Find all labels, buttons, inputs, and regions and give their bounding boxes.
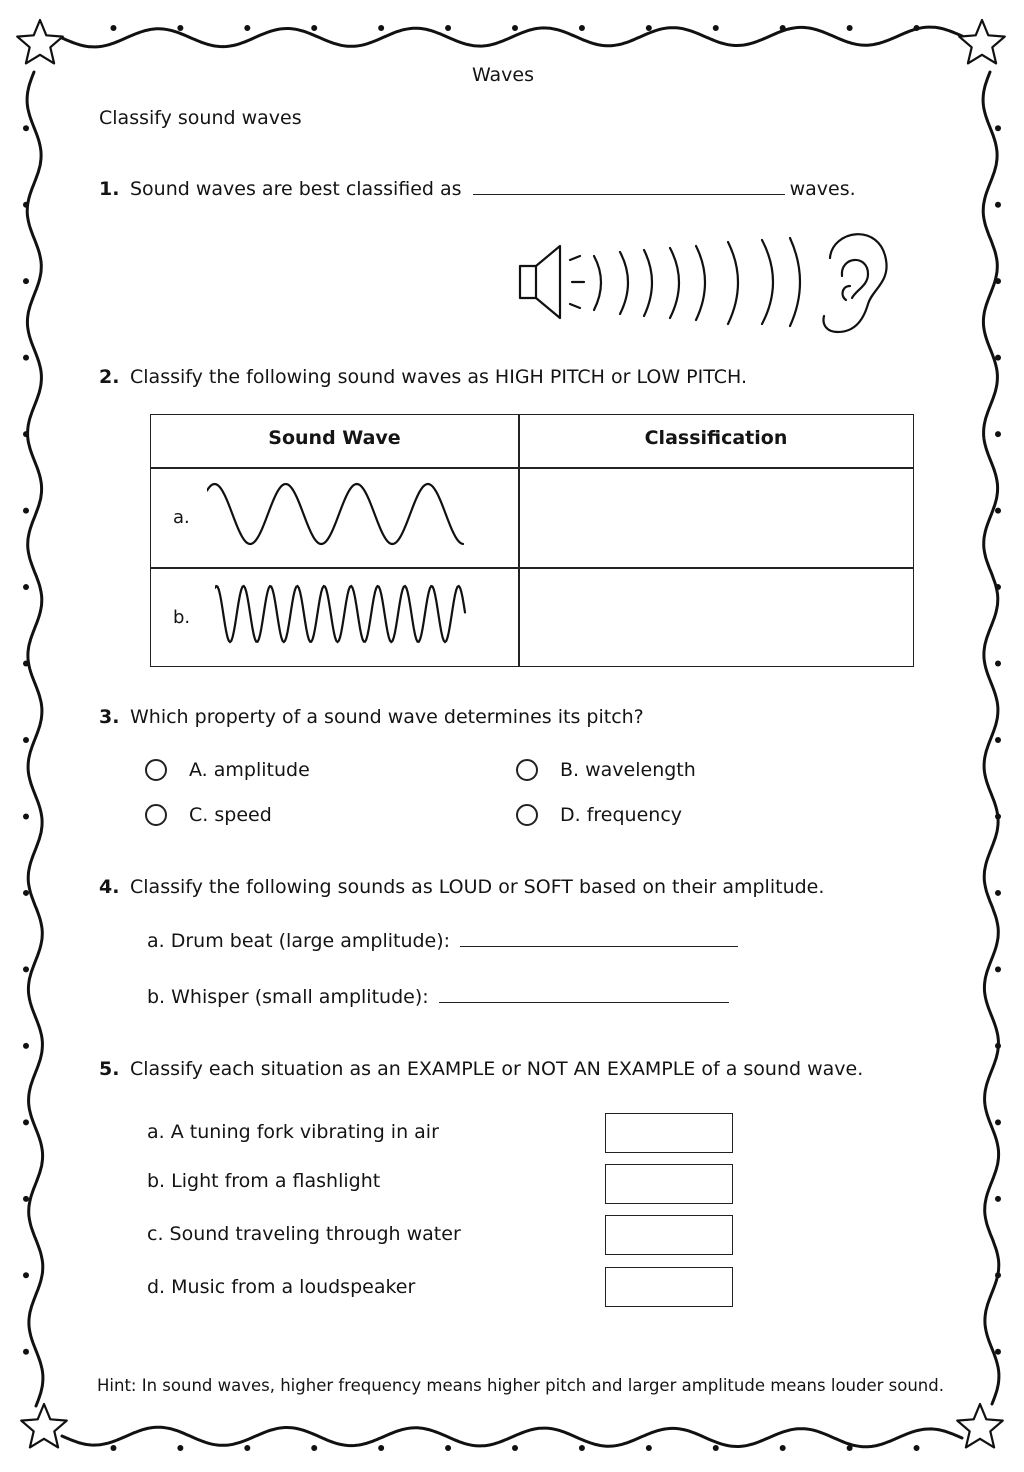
option-letter: D. bbox=[560, 804, 581, 826]
situation-a: a. A tuning fork vibrating in air bbox=[147, 1121, 439, 1143]
answer-box-a[interactable] bbox=[605, 1113, 733, 1153]
question-number: 1. bbox=[99, 178, 120, 200]
option-c[interactable] bbox=[145, 804, 272, 826]
question-4 bbox=[99, 876, 824, 898]
star-icon bbox=[957, 1404, 1003, 1447]
option-b[interactable] bbox=[516, 759, 696, 781]
situation-c: c. Sound traveling through water bbox=[147, 1223, 461, 1245]
table-header-classification: Classification bbox=[644, 427, 788, 449]
question-number: 5. bbox=[99, 1058, 120, 1080]
radio-button[interactable] bbox=[145, 759, 167, 781]
item-text: a. Drum beat (large amplitude): bbox=[147, 930, 451, 952]
option-letter: C. bbox=[189, 804, 209, 826]
star-icon bbox=[17, 20, 63, 63]
loudness-item-b bbox=[147, 986, 729, 1008]
sound-illustration bbox=[512, 220, 902, 342]
radio-button[interactable] bbox=[516, 804, 538, 826]
ear-icon bbox=[824, 234, 887, 332]
option-text: speed bbox=[214, 804, 272, 826]
hint-text: Hint: In sound waves, higher frequency means higher pitch and larger amplitude means louder sound. bbox=[97, 1376, 944, 1395]
page-subtitle: Classify sound waves bbox=[99, 107, 302, 129]
answer-box-d[interactable] bbox=[605, 1267, 733, 1307]
question-text: Classify each situation as an EXAMPLE or NOT AN EXAMPLE of a sound wave. bbox=[130, 1058, 864, 1080]
high-frequency-wave-icon bbox=[215, 577, 475, 651]
pitch-table bbox=[150, 414, 914, 667]
answer-blank[interactable] bbox=[439, 1002, 729, 1003]
question-number: 2. bbox=[99, 366, 120, 388]
question-2 bbox=[99, 366, 747, 388]
table-row-label: b. bbox=[173, 607, 191, 628]
question-number: 3. bbox=[99, 706, 120, 728]
radio-button[interactable] bbox=[516, 759, 538, 781]
situation-b: b. Light from a flashlight bbox=[147, 1170, 381, 1192]
table-header-sound-wave: Sound Wave bbox=[268, 427, 401, 449]
option-letter: A. bbox=[189, 759, 208, 781]
answer-blank[interactable] bbox=[473, 194, 785, 195]
option-a[interactable] bbox=[145, 759, 310, 781]
star-icon bbox=[21, 1404, 67, 1447]
loudness-item-a bbox=[147, 930, 738, 952]
answer-box-b[interactable] bbox=[605, 1164, 733, 1204]
question-text: Which property of a sound wave determines its pitch? bbox=[130, 706, 644, 728]
situation-d: d. Music from a loudspeaker bbox=[147, 1276, 416, 1298]
low-frequency-wave-icon bbox=[207, 477, 467, 551]
question-1 bbox=[99, 178, 856, 200]
table-row-label: a. bbox=[173, 507, 190, 528]
question-number: 4. bbox=[99, 876, 120, 898]
question-text: Sound waves are best classified as bbox=[130, 178, 462, 200]
question-3 bbox=[99, 706, 644, 728]
question-text: Classify the following sounds as LOUD or SOFT based on their amplitude. bbox=[130, 876, 825, 898]
option-letter: B. bbox=[560, 759, 580, 781]
classification-answer-b[interactable] bbox=[519, 568, 913, 667]
option-text: amplitude bbox=[213, 759, 310, 781]
speaker-icon bbox=[520, 246, 584, 318]
option-text: wavelength bbox=[585, 759, 696, 781]
star-icon bbox=[959, 20, 1005, 63]
classification-answer-a[interactable] bbox=[519, 468, 913, 567]
question-text: Classify the following sound waves as HIGH PITCH or LOW PITCH. bbox=[130, 366, 747, 388]
page-title: Waves bbox=[471, 64, 535, 86]
item-text: b. Whisper (small amplitude): bbox=[147, 986, 429, 1008]
option-d[interactable] bbox=[516, 804, 682, 826]
question-suffix: waves. bbox=[789, 178, 856, 200]
answer-blank[interactable] bbox=[460, 946, 738, 947]
option-text: frequency bbox=[586, 804, 683, 826]
answer-box-c[interactable] bbox=[605, 1215, 733, 1255]
question-5 bbox=[99, 1058, 863, 1080]
sound-wave-arcs-icon bbox=[594, 238, 800, 326]
radio-button[interactable] bbox=[145, 804, 167, 826]
